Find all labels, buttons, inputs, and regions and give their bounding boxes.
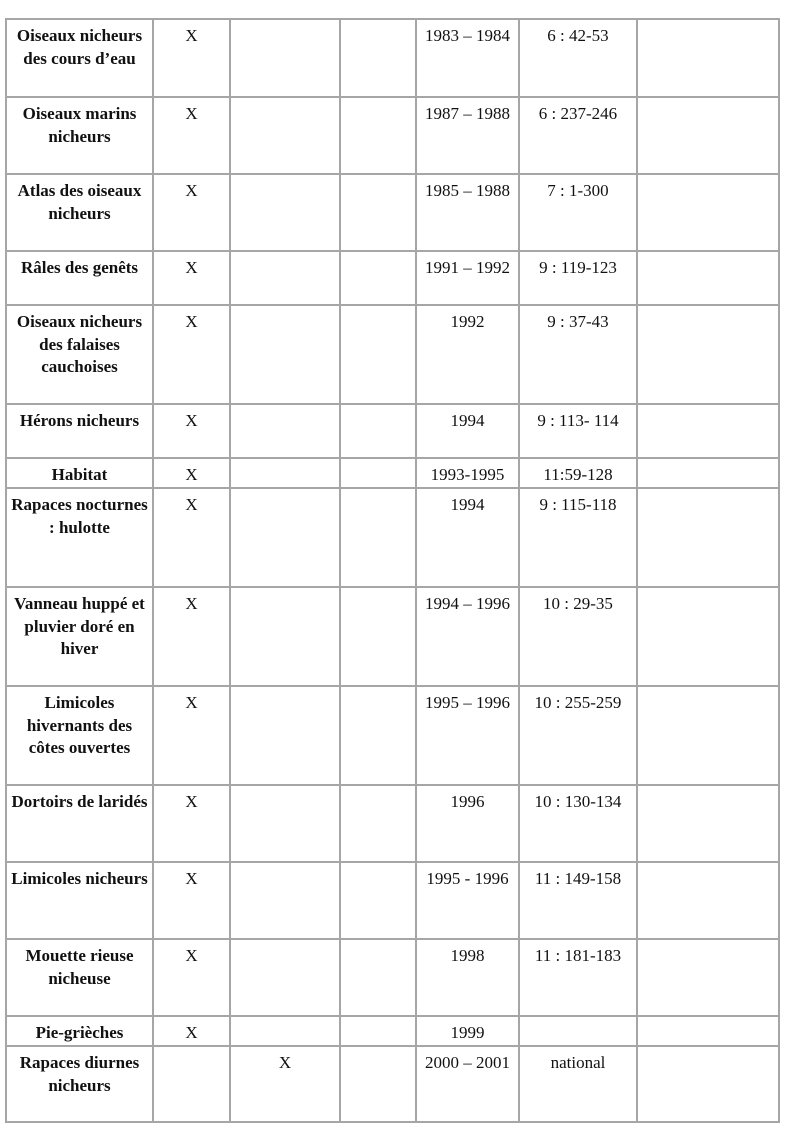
mark-cell (230, 686, 340, 785)
empty-cell (340, 488, 416, 587)
empty-cell (637, 1046, 779, 1122)
mark-cell (230, 251, 340, 305)
empty-cell (637, 785, 779, 862)
survey-name-cell: Hérons nicheurs (6, 404, 153, 458)
mark-cell: X (153, 97, 230, 174)
empty-cell (637, 97, 779, 174)
survey-table (5, 18, 780, 1123)
mark-cell (230, 785, 340, 862)
years-cell: 1994 (416, 404, 519, 458)
reference-cell: 9 : 119-123 (519, 251, 637, 305)
reference-cell: 9 : 37-43 (519, 305, 637, 404)
reference-cell: 10 : 29-35 (519, 587, 637, 686)
empty-cell (637, 458, 779, 488)
mark-cell (153, 1046, 230, 1122)
survey-name-cell: Habitat (6, 458, 153, 488)
table-row (6, 404, 779, 458)
reference-cell: national (519, 1046, 637, 1122)
empty-cell (340, 251, 416, 305)
table-row (6, 251, 779, 305)
years-cell: 1993-1995 (416, 458, 519, 488)
empty-cell (637, 174, 779, 251)
mark-cell: X (153, 174, 230, 251)
survey-name-cell: Râles des genêts (6, 251, 153, 305)
years-cell: 1994 – 1996 (416, 587, 519, 686)
empty-cell (637, 251, 779, 305)
empty-cell (340, 686, 416, 785)
reference-cell (519, 1016, 637, 1046)
table-row (6, 939, 779, 1016)
table-row (6, 488, 779, 587)
empty-cell (340, 174, 416, 251)
survey-name-cell: Rapaces diurnes nicheurs (6, 1046, 153, 1122)
mark-cell: X (153, 404, 230, 458)
mark-cell: X (153, 785, 230, 862)
survey-name-cell: Oiseaux nicheurs des cours d’eau (6, 19, 153, 97)
mark-cell (230, 939, 340, 1016)
table-row (6, 458, 779, 488)
mark-cell: X (153, 862, 230, 939)
survey-name-cell: Vanneau huppé et pluvier doré en hiver (6, 587, 153, 686)
survey-name-cell: Limicoles nicheurs (6, 862, 153, 939)
survey-name-cell: Mouette rieuse nicheuse (6, 939, 153, 1016)
reference-cell: 10 : 130-134 (519, 785, 637, 862)
mark-cell (230, 305, 340, 404)
years-cell: 1995 – 1996 (416, 686, 519, 785)
mark-cell (230, 19, 340, 97)
table-row (6, 19, 779, 97)
table-row (6, 587, 779, 686)
mark-cell: X (153, 251, 230, 305)
years-cell: 2000 – 2001 (416, 1046, 519, 1122)
table-row (6, 1046, 779, 1122)
mark-cell: X (153, 19, 230, 97)
mark-cell (230, 174, 340, 251)
years-cell: 1994 (416, 488, 519, 587)
reference-cell: 9 : 115-118 (519, 488, 637, 587)
mark-cell: X (153, 587, 230, 686)
years-cell: 1992 (416, 305, 519, 404)
reference-cell: 6 : 237-246 (519, 97, 637, 174)
years-cell: 1996 (416, 785, 519, 862)
years-cell: 1991 – 1992 (416, 251, 519, 305)
empty-cell (637, 587, 779, 686)
survey-name-cell: Rapaces nocturnes : hulotte (6, 488, 153, 587)
mark-cell: X (153, 305, 230, 404)
table-row (6, 97, 779, 174)
table-row (6, 785, 779, 862)
mark-cell: X (153, 939, 230, 1016)
mark-cell: X (153, 458, 230, 488)
table-row (6, 686, 779, 785)
empty-cell (637, 305, 779, 404)
empty-cell (340, 458, 416, 488)
table-row (6, 1016, 779, 1046)
empty-cell (340, 1046, 416, 1122)
mark-cell: X (230, 1046, 340, 1122)
survey-name-cell: Oiseaux nicheurs des falaises cauchoises (6, 305, 153, 404)
empty-cell (340, 97, 416, 174)
mark-cell (230, 458, 340, 488)
reference-cell: 9 : 113- 114 (519, 404, 637, 458)
table-row (6, 862, 779, 939)
empty-cell (340, 1016, 416, 1046)
mark-cell (230, 404, 340, 458)
reference-cell: 7 : 1-300 (519, 174, 637, 251)
table-row (6, 305, 779, 404)
survey-name-cell: Oiseaux marins nicheurs (6, 97, 153, 174)
mark-cell (230, 488, 340, 587)
survey-name-cell: Atlas des oiseaux nicheurs (6, 174, 153, 251)
reference-cell: 11:59-128 (519, 458, 637, 488)
empty-cell (340, 404, 416, 458)
reference-cell: 6 : 42-53 (519, 19, 637, 97)
mark-cell: X (153, 686, 230, 785)
survey-name-cell: Dortoirs de laridés (6, 785, 153, 862)
mark-cell: X (153, 1016, 230, 1046)
reference-cell: 10 : 255-259 (519, 686, 637, 785)
empty-cell (637, 862, 779, 939)
mark-cell (230, 587, 340, 686)
years-cell: 1995 - 1996 (416, 862, 519, 939)
years-cell: 1985 – 1988 (416, 174, 519, 251)
empty-cell (637, 939, 779, 1016)
empty-cell (637, 488, 779, 587)
empty-cell (340, 19, 416, 97)
reference-cell: 11 : 149-158 (519, 862, 637, 939)
years-cell: 1998 (416, 939, 519, 1016)
empty-cell (340, 305, 416, 404)
mark-cell: X (153, 488, 230, 587)
empty-cell (340, 939, 416, 1016)
empty-cell (340, 862, 416, 939)
mark-cell (230, 97, 340, 174)
empty-cell (340, 587, 416, 686)
survey-name-cell: Pie-grièches (6, 1016, 153, 1046)
survey-name-cell: Limicoles hivernants des côtes ouvertes (6, 686, 153, 785)
years-cell: 1987 – 1988 (416, 97, 519, 174)
survey-table-body (6, 19, 779, 1122)
mark-cell (230, 1016, 340, 1046)
table-row (6, 174, 779, 251)
years-cell: 1999 (416, 1016, 519, 1046)
empty-cell (637, 404, 779, 458)
empty-cell (637, 19, 779, 97)
reference-cell: 11 : 181-183 (519, 939, 637, 1016)
empty-cell (637, 686, 779, 785)
empty-cell (637, 1016, 779, 1046)
years-cell: 1983 – 1984 (416, 19, 519, 97)
empty-cell (340, 785, 416, 862)
mark-cell (230, 862, 340, 939)
